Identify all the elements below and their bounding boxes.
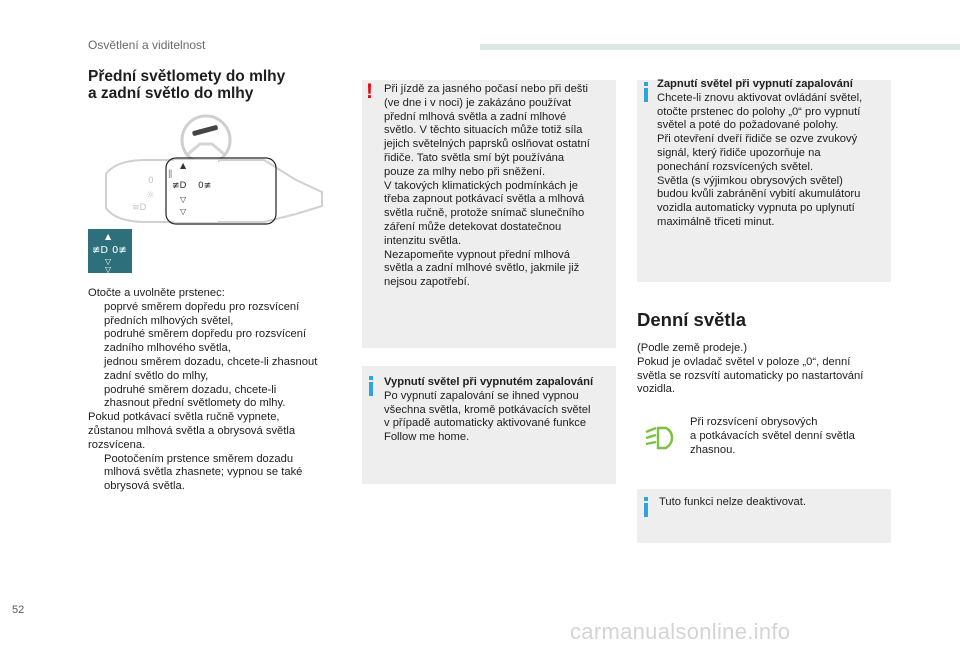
svg-text:▽: ▽ — [105, 257, 112, 266]
svg-text:▲: ▲ — [180, 161, 187, 170]
info-box-ignition-off — [362, 366, 616, 484]
info-title: Vypnutí světel při vypnutém zapalování — [384, 376, 594, 388]
info-text: Tuto funkci nelze deaktivovat. — [659, 496, 806, 508]
svg-text:≢D: ≢D — [92, 245, 109, 256]
svg-text:ǁ: ǁ — [168, 169, 173, 179]
info-title: Zapnutí světel při vypnutí zapalování — [657, 78, 853, 90]
section-title — [88, 68, 285, 102]
warning-exclamation-icon: ! — [366, 80, 373, 103]
ring-instructions — [88, 287, 350, 494]
warning-box — [362, 80, 616, 348]
list-item: jednou směrem dozadu, chcete-li zhasnout zadní světlo do mlhy, — [104, 355, 318, 382]
light-stalk-illustration — [96, 110, 358, 240]
svg-text:▽: ▽ — [180, 195, 187, 204]
list-item: poprvé směrem dopředu pro rozsvícení předních mlhových světel, — [104, 300, 300, 327]
manual-off-paragraph: Pokud potkávací světla ručně vypnete, zůstanou mlhová světla a obrysová světla rozsvícena. — [88, 411, 296, 451]
info-text: Zapnutí světel při vypnutí zapalování Chcete-li znovu aktivovat ovládání světel, otočte prstenec do polohy „0“ pro vypnutí světel a poté do požadované polohy. Při otevření dveří řidiče se ozve zvukový signál, který řidiče upozorňuje na ponechání rozsvícených světel. Světla (s výjimkou obrysových světel) budou kvůli zabránění vybití akumulátoru vozidla automaticky vypnuta po uplynutí maximálně třiceti minut. — [657, 78, 889, 230]
drl-text: (Podle země prodeje.) Pokud je ovladač světel v poloze „0“, denní světla se rozsvítí automaticky po nastartování vozidla. — [637, 342, 864, 396]
svg-text:▽: ▽ — [180, 207, 187, 216]
info-text: Vypnutí světel při vypnutém zapalování Po vypnutí zapalování se ihned vypnou všechna světla, kromě potkávacích světel v případě automaticky aktivované funkce Follow me home. — [384, 376, 614, 445]
daytime-running-light-icon — [644, 426, 674, 450]
ring-intro: Otočte a uvolněte prstenec: — [88, 287, 225, 299]
info-icon — [369, 376, 373, 380]
info-box-lights-reactivation — [637, 80, 891, 282]
watermark: carmanualsonline.info — [570, 619, 791, 644]
svg-text:▲: ▲ — [105, 232, 112, 241]
svg-text:0: 0 — [148, 176, 154, 186]
list-item: podruhé směrem dopředu pro rozsvícení zadního mlhového světla, — [104, 328, 307, 355]
fog-light-icon — [88, 229, 132, 273]
page-number: 52 — [12, 604, 25, 616]
svg-text:0≢: 0≢ — [112, 245, 127, 256]
info-icon — [644, 497, 648, 501]
section-title-line-1: Přední světlomety do mlhy — [88, 68, 286, 85]
section-title-line-2: a zadní světlo do mlhy — [88, 85, 254, 102]
running-header: Osvětlení a viditelnost — [88, 38, 206, 52]
list-item: Pootočením prstence směrem dozadu mlhová světla zhasnete; vypnou se také obrysová světla. — [104, 452, 303, 493]
list-item: podruhé směrem dozadu, chcete-li zhasnout přední světlomety do mlhy. — [104, 383, 286, 410]
svg-text:≡D: ≡D — [132, 203, 147, 213]
header-accent-bar — [480, 44, 960, 50]
svg-text:▽: ▽ — [105, 265, 112, 273]
drl-section-title: Denní světla — [637, 309, 746, 330]
steering-wheel-icon — [182, 116, 230, 164]
info-icon — [644, 82, 648, 86]
warning-text: Při jízdě za jasného počasí nebo při dešti (ve dne i v noci) je zakázáno používat přední mlhová světla a zadní mlhové světlo. V těchto situacích může totiž síla jejich světelných paprsků oslňovat ostatní řidiče. Tato světla smí být používána pouze za mlhy nebo při sněžení. V takových klimatických podmínkách je třeba zapnout potkávací světla a mlhová světla ručně, protože snímač slunečního záření může detekovat dostatečnou intenzitu světla. Nezapomeňte vypnout přední mlhová světla a zadní mlhové světlo, jakmile již nejsou zapotřebí. — [384, 83, 590, 289]
svg-text:☼: ☼ — [146, 190, 155, 201]
info-box-cannot-deactivate — [637, 489, 891, 543]
svg-text:0≢: 0≢ — [198, 181, 212, 191]
svg-text:≢D: ≢D — [172, 181, 187, 191]
drl-note: Při rozsvícení obrysových a potkávacích světel denní světla zhasnou. — [690, 416, 855, 456]
